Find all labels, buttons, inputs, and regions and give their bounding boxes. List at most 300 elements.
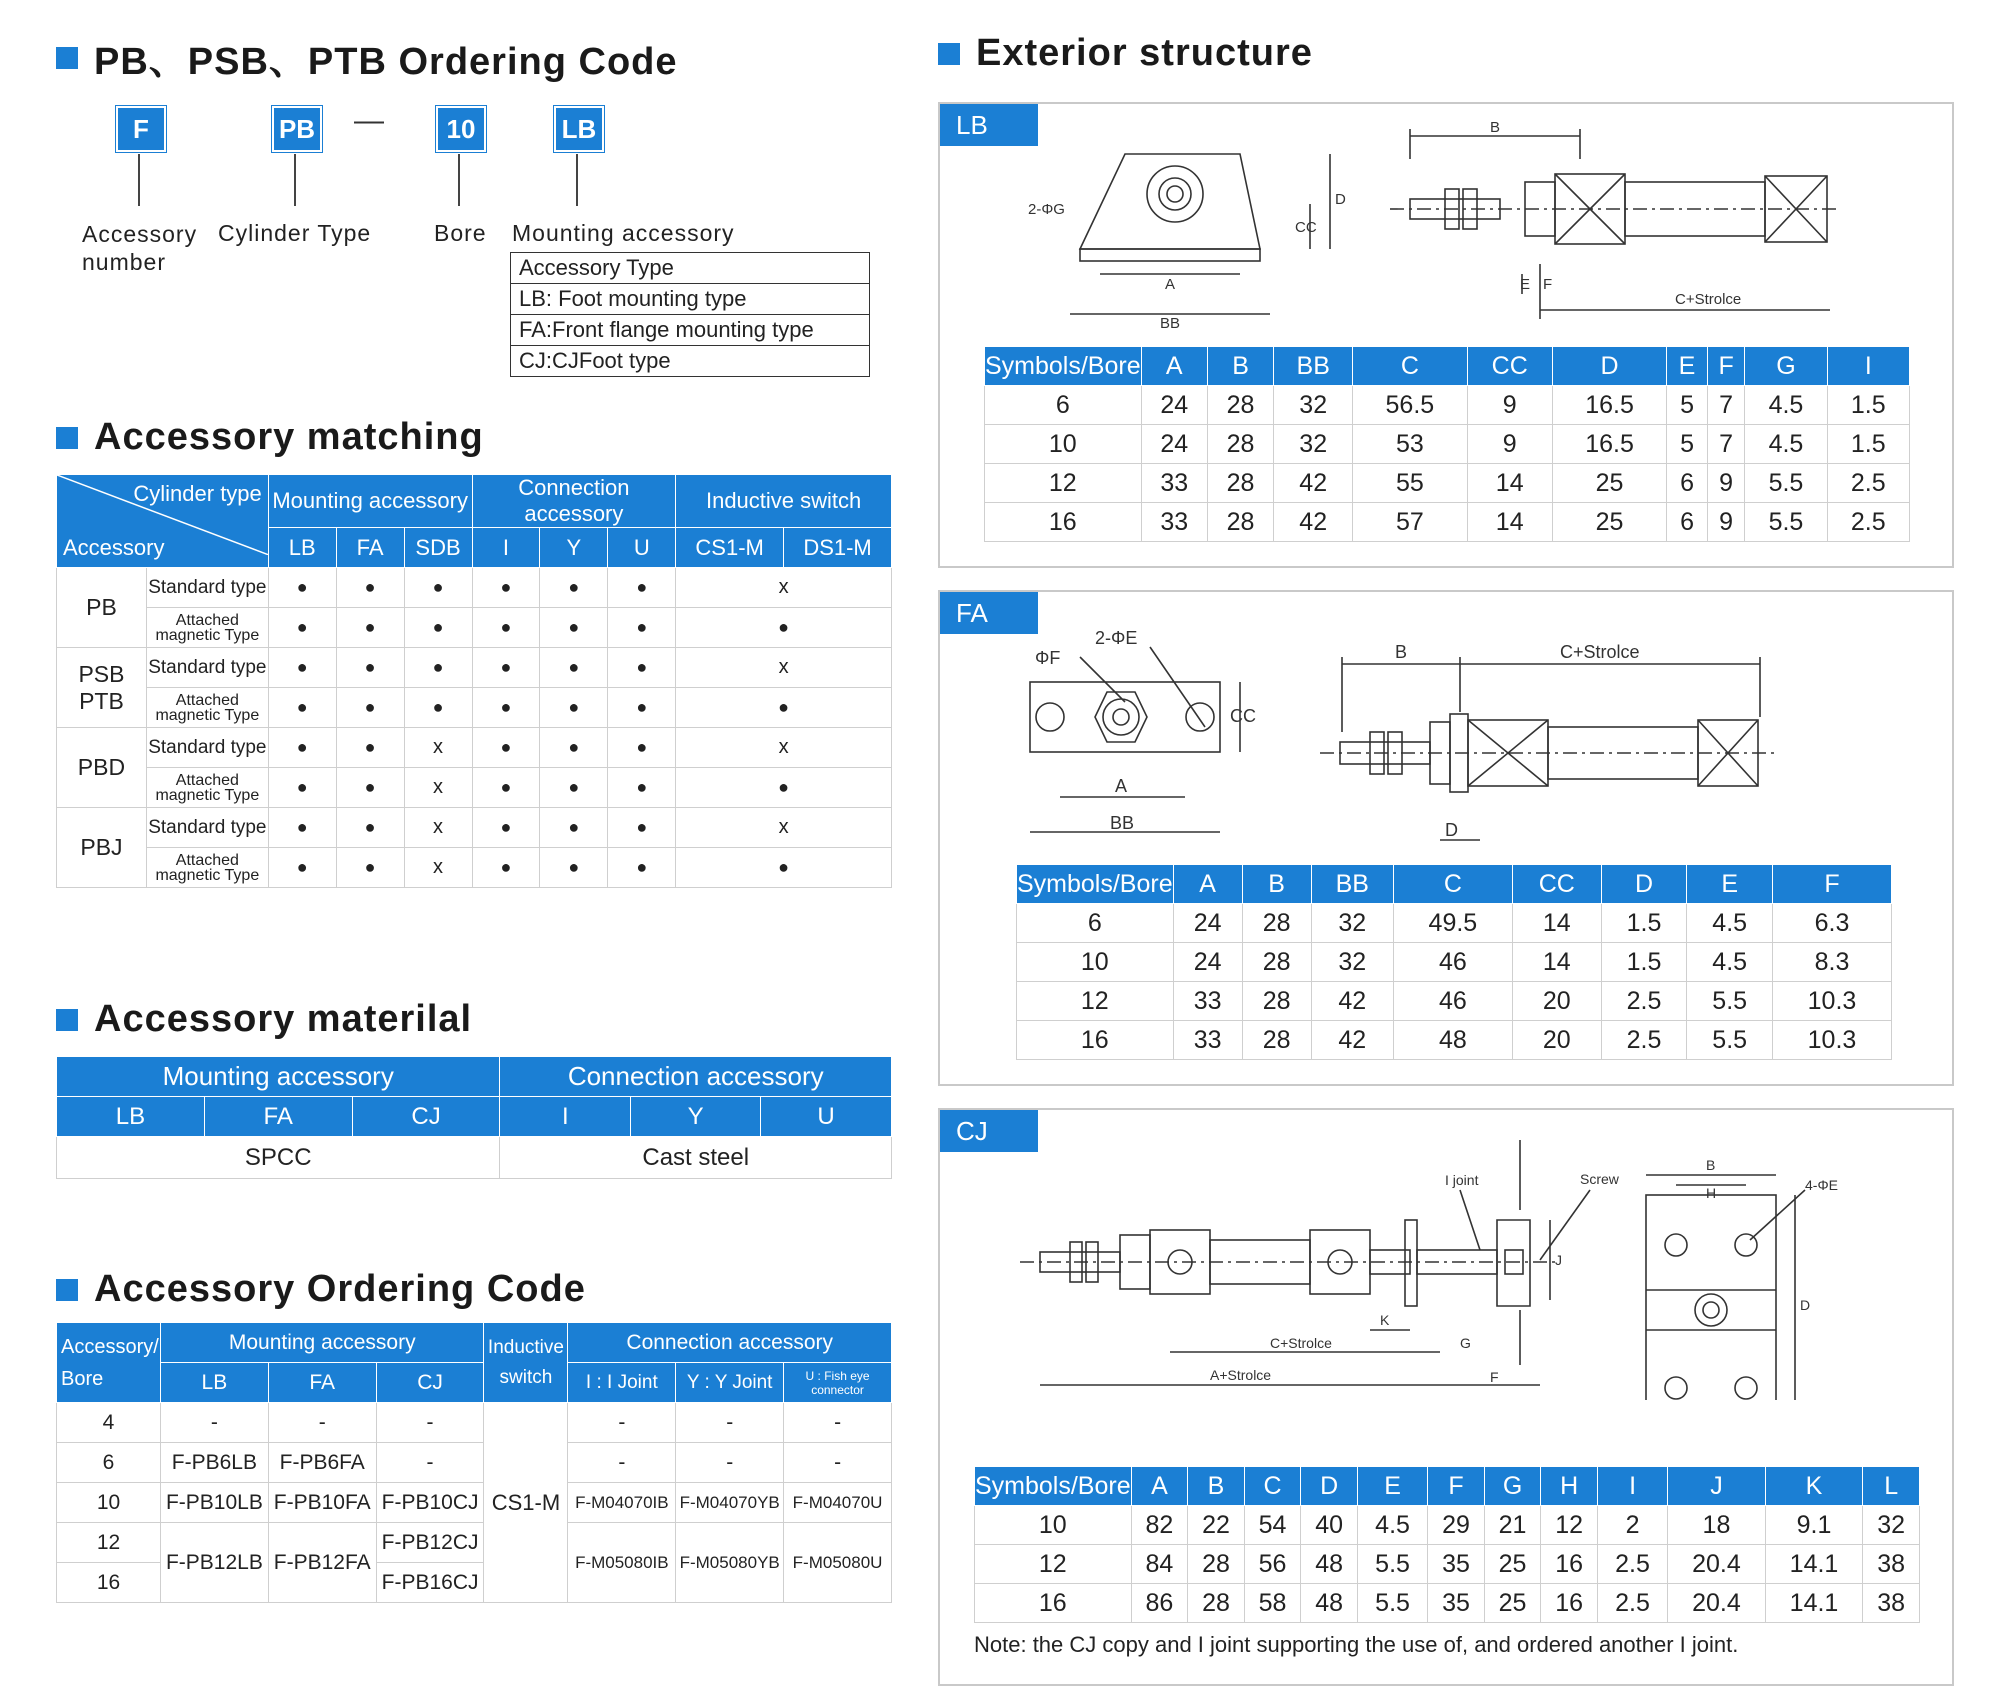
col-sdb: SDB (404, 528, 472, 568)
row-standard-type: Standard type (146, 648, 268, 688)
aoc-bore: 4 (57, 1403, 161, 1443)
row-cylinder-name: PSB PTB (57, 648, 147, 728)
code-dash: — (354, 104, 384, 137)
material-group-mounting: Mounting accessory (57, 1057, 500, 1097)
match-cell: ● (472, 688, 540, 728)
lb-cell: 9 (1707, 503, 1744, 542)
cj-cell: 9.1 (1765, 1506, 1863, 1545)
material-title (56, 998, 472, 1041)
aoc-bore: 12 (57, 1523, 161, 1563)
aoc-cell: - (676, 1443, 784, 1483)
aoc-cell: F-M05080YB (676, 1523, 784, 1603)
lb-cell: 9 (1467, 386, 1552, 425)
cj-cell: 48 (1301, 1584, 1358, 1623)
cj-label: J (1555, 1252, 1562, 1268)
cj-cell: 56 (1244, 1545, 1301, 1584)
cj-label: K (1380, 1312, 1390, 1328)
fa-tag: FA (940, 592, 1038, 634)
col-fa: FA (336, 528, 404, 568)
cj-header-cell: A (1131, 1467, 1188, 1506)
cj-cell: 18 (1668, 1506, 1766, 1545)
fa-panel (938, 590, 1954, 1086)
group-inductive: Inductive switch (676, 475, 892, 528)
col-u: U (608, 528, 676, 568)
fa-label: CC (1230, 706, 1256, 726)
lb-cell: 5 (1667, 386, 1708, 425)
fa-header-cell: E (1687, 865, 1773, 904)
material-spcc: SPCC (57, 1137, 500, 1179)
section-marker-icon (56, 1009, 78, 1031)
cj-header-cell: G (1484, 1467, 1541, 1506)
exterior-title-text: Exterior structure (976, 32, 1313, 74)
fa-cell: 16 (1017, 1021, 1174, 1060)
section-marker-icon (56, 47, 78, 69)
match-cell: x (404, 848, 472, 888)
cj-cell: 25 (1484, 1545, 1541, 1584)
fa-cell: 6.3 (1773, 904, 1892, 943)
match-cell: ● (404, 648, 472, 688)
cj-cell: 32 (1863, 1506, 1920, 1545)
label-mounting-accessory: Mounting accessory (512, 220, 735, 246)
fa-cell: 28 (1242, 982, 1311, 1021)
cj-cell: 16 (1541, 1545, 1598, 1584)
cj-cell: 48 (1301, 1545, 1358, 1584)
accessory-type-cell: CJ:CJFoot type (511, 346, 870, 377)
cj-cell: 10 (975, 1506, 1132, 1545)
fa-dimension-table (1016, 864, 1892, 1060)
fa-header-cell: D (1601, 865, 1687, 904)
cj-cell: 2.5 (1597, 1584, 1667, 1623)
cj-header-cell: B (1188, 1467, 1245, 1506)
cj-cell: 35 (1428, 1584, 1485, 1623)
lb-panel (938, 102, 1954, 568)
cj-label: C+Strolce (1270, 1335, 1332, 1351)
match-cell: ● (540, 728, 608, 768)
label-accessory-number: Accessory number (82, 221, 198, 275)
aoc-cell: - (784, 1403, 892, 1443)
lb-cell: 53 (1353, 425, 1467, 464)
lb-label: F (1543, 276, 1553, 293)
lb-cell: 16.5 (1552, 386, 1666, 425)
cj-cell: 14.1 (1765, 1584, 1863, 1623)
fa-header-cell: Symbols/Bore (1017, 865, 1174, 904)
fa-cell: 46 (1393, 982, 1512, 1021)
row-standard-type: Standard type (146, 808, 268, 848)
fa-cell: 2.5 (1601, 1021, 1687, 1060)
match-cell: ● (608, 768, 676, 808)
lb-dimension-table (984, 346, 1910, 542)
fa-drawing (940, 592, 1940, 852)
accessory-ordering-title-text: Accessory Ordering Code (94, 1268, 586, 1310)
match-cell: ● (472, 848, 540, 888)
cj-label: A+Strolce (1210, 1367, 1272, 1383)
match-cell: ● (608, 728, 676, 768)
cj-label: H (1706, 1185, 1717, 1201)
aoc-cell: - (376, 1443, 484, 1483)
cj-header-cell: H (1541, 1467, 1598, 1506)
match-cell: ● (540, 688, 608, 728)
aoc-cell: F-M05080IB (568, 1523, 676, 1603)
leader-line (458, 154, 460, 206)
lb-cell: 6 (1667, 464, 1708, 503)
aoc-corner: Accessory/ Bore (57, 1323, 161, 1403)
col-ds1m: DS1-M (784, 528, 892, 568)
code-box-mounting: LB (554, 106, 604, 152)
code-box-cylinder: PB (272, 106, 322, 152)
match-cell: ● (676, 848, 892, 888)
fa-cell: 28 (1242, 943, 1311, 982)
lb-cell: 6 (985, 386, 1142, 425)
match-cell: x (676, 648, 892, 688)
lb-header-cell: D (1552, 347, 1666, 386)
aoc-cell: F-PB10CJ (376, 1483, 484, 1523)
lb-cell: 56.5 (1353, 386, 1467, 425)
fa-cell: 5.5 (1687, 1021, 1773, 1060)
fa-label: D (1445, 820, 1458, 840)
match-cell: ● (608, 568, 676, 608)
cj-cell: 40 (1301, 1506, 1358, 1545)
lb-header-cell: CC (1467, 347, 1552, 386)
material-col-cj: CJ (352, 1097, 500, 1137)
lb-cell: 33 (1141, 503, 1207, 542)
cj-cell: 84 (1131, 1545, 1188, 1584)
lb-header-cell: F (1707, 347, 1744, 386)
lb-header-cell: A (1141, 347, 1207, 386)
cj-header-cell: J (1668, 1467, 1766, 1506)
aoc-col-yjoint: Y : Y Joint (676, 1363, 784, 1403)
cj-cell: 20.4 (1668, 1584, 1766, 1623)
lb-cell: 6 (1667, 503, 1708, 542)
lb-cell: 57 (1353, 503, 1467, 542)
lb-label: C+Strolce (1675, 291, 1742, 308)
fa-cell: 42 (1311, 982, 1393, 1021)
lb-cell: 1.5 (1827, 425, 1909, 464)
lb-label: E (1520, 276, 1531, 293)
lb-cell: 7 (1707, 386, 1744, 425)
cj-label: G (1460, 1335, 1471, 1351)
match-cell: ● (472, 608, 540, 648)
aoc-cell: F-PB6LB (160, 1443, 268, 1483)
lb-cell: 42 (1274, 503, 1353, 542)
cj-drawing-labels (1210, 1157, 1838, 1385)
lb-cell: 2.5 (1827, 464, 1909, 503)
lb-cell: 42 (1274, 464, 1353, 503)
lb-cell: 1.5 (1827, 386, 1909, 425)
cj-header-cell: D (1301, 1467, 1358, 1506)
cj-header-cell: K (1765, 1467, 1863, 1506)
cj-cell: 5.5 (1357, 1584, 1427, 1623)
leader-line (294, 154, 296, 206)
match-cell: x (676, 568, 892, 608)
fa-cell: 1.5 (1601, 943, 1687, 982)
fa-cell: 10.3 (1773, 982, 1892, 1021)
match-cell: ● (676, 608, 892, 648)
row-cylinder-name: PB (57, 568, 147, 648)
aoc-cell: - (160, 1403, 268, 1443)
match-cell: ● (268, 568, 336, 608)
cj-label: B (1706, 1157, 1716, 1173)
lb-cell: 4.5 (1745, 386, 1827, 425)
accessory-type-cell: FA:Front flange mounting type (511, 315, 870, 346)
aoc-cell: F-M04070YB (676, 1483, 784, 1523)
accessory-type-cell: LB: Foot mounting type (511, 284, 870, 315)
leader-line (138, 154, 140, 206)
lb-cell: 14 (1467, 464, 1552, 503)
corner-top-label: Cylinder type (133, 481, 262, 506)
material-table (56, 1056, 892, 1179)
material-group-connection: Connection accessory (500, 1057, 892, 1097)
lb-header-cell: E (1667, 347, 1708, 386)
lb-header-cell: I (1827, 347, 1909, 386)
aoc-cell: - (568, 1403, 676, 1443)
aoc-bore: 6 (57, 1443, 161, 1483)
cj-cell: 14.1 (1765, 1545, 1863, 1584)
aoc-cell: F-PB10LB (160, 1483, 268, 1523)
match-cell: ● (404, 568, 472, 608)
fa-label: ΦF (1035, 648, 1061, 668)
fa-cell: 24 (1173, 904, 1242, 943)
lb-tag: LB (940, 104, 1038, 146)
lb-header-cell: Symbols/Bore (985, 347, 1142, 386)
fa-cell: 28 (1242, 904, 1311, 943)
matching-table (56, 474, 892, 888)
row-standard-type: Standard type (146, 728, 268, 768)
lb-cell: 28 (1207, 503, 1273, 542)
material-col-u: U (761, 1097, 892, 1137)
cj-header-cell: C (1244, 1467, 1301, 1506)
col-i: I (472, 528, 540, 568)
aoc-cell: - (568, 1443, 676, 1483)
match-cell: ● (472, 728, 540, 768)
cj-cell: 2.5 (1597, 1545, 1667, 1584)
cj-cell: 28 (1188, 1584, 1245, 1623)
cj-cell: 16 (1541, 1584, 1598, 1623)
lb-cell: 2.5 (1827, 503, 1909, 542)
fa-cell: 42 (1311, 1021, 1393, 1060)
match-cell: x (404, 768, 472, 808)
lb-label: BB (1160, 315, 1181, 332)
fa-cell: 5.5 (1687, 982, 1773, 1021)
match-cell: ● (540, 848, 608, 888)
cj-label: 4-ΦE (1805, 1177, 1838, 1193)
cj-header-cell: L (1863, 1467, 1920, 1506)
col-lb: LB (268, 528, 336, 568)
match-cell: ● (540, 568, 608, 608)
match-cell: ● (336, 688, 404, 728)
match-cell: ● (268, 808, 336, 848)
match-cell: x (676, 808, 892, 848)
match-cell: ● (608, 808, 676, 848)
row-magnetic-type: Attached magnetic Type (146, 608, 268, 648)
row-cylinder-name: PBD (57, 728, 147, 808)
match-cell: ● (472, 568, 540, 608)
cj-cell: 86 (1131, 1584, 1188, 1623)
cj-cell: 28 (1188, 1545, 1245, 1584)
lb-cell: 28 (1207, 464, 1273, 503)
accessory-type-table (510, 252, 870, 377)
lb-cell: 4.5 (1745, 425, 1827, 464)
label-cylinder-type: Cylinder Type (218, 220, 372, 246)
accessory-ordering-title (56, 1268, 586, 1311)
lb-cell: 25 (1552, 503, 1666, 542)
cj-cell: 2 (1597, 1506, 1667, 1545)
lb-cell: 28 (1207, 425, 1273, 464)
lb-cell: 32 (1274, 425, 1353, 464)
section-marker-icon (938, 43, 960, 65)
lb-cell: 5.5 (1745, 503, 1827, 542)
lb-cell: 24 (1141, 425, 1207, 464)
fa-cell: 12 (1017, 982, 1174, 1021)
fa-cell: 4.5 (1687, 904, 1773, 943)
fa-cell: 46 (1393, 943, 1512, 982)
aoc-col-ijoint: I : I Joint (568, 1363, 676, 1403)
cj-cell: 38 (1863, 1584, 1920, 1623)
match-cell: ● (336, 808, 404, 848)
cj-label: F (1490, 1369, 1499, 1385)
lb-cell: 25 (1552, 464, 1666, 503)
aoc-cell: F-PB12CJ (376, 1523, 484, 1563)
ordering-code-title (56, 30, 678, 85)
lb-label: 2-ΦG (1028, 201, 1065, 218)
cj-cell: 35 (1428, 1545, 1485, 1584)
material-cast-steel: Cast steel (500, 1137, 892, 1179)
cj-dimension-table (974, 1466, 1920, 1623)
matching-corner (57, 475, 269, 568)
cj-label: I joint (1445, 1172, 1479, 1188)
section-marker-icon (56, 427, 78, 449)
fa-cell: 32 (1311, 943, 1393, 982)
fa-cell: 48 (1393, 1021, 1512, 1060)
match-cell: ● (540, 608, 608, 648)
aoc-cell: - (376, 1403, 484, 1443)
lb-cell: 9 (1707, 464, 1744, 503)
match-cell: ● (404, 608, 472, 648)
col-y: Y (540, 528, 608, 568)
match-cell: ● (336, 848, 404, 888)
cj-cell: 16 (975, 1584, 1132, 1623)
match-cell: ● (608, 648, 676, 688)
cj-header-cell: F (1428, 1467, 1485, 1506)
aoc-cell: F-PB12LB (160, 1523, 268, 1603)
aoc-switch: CS1-M (484, 1403, 568, 1603)
aoc-col-fa: FA (268, 1363, 376, 1403)
material-title-text: Accessory materilal (94, 998, 473, 1040)
accessory-type-cell: Accessory Type (511, 253, 870, 284)
fa-cell: 20 (1512, 1021, 1601, 1060)
fa-cell: 1.5 (1601, 904, 1687, 943)
lb-cell: 9 (1467, 425, 1552, 464)
fa-cell: 4.5 (1687, 943, 1773, 982)
match-cell: ● (608, 688, 676, 728)
aoc-cell: F-PB16CJ (376, 1563, 484, 1603)
aoc-cell: F-M04070U (784, 1483, 892, 1523)
lb-header-cell: C (1353, 347, 1467, 386)
match-cell: ● (472, 648, 540, 688)
cj-cell: 12 (1541, 1506, 1598, 1545)
lb-label: CC (1295, 219, 1317, 236)
fa-label: 2-ΦE (1095, 628, 1138, 648)
cj-header-cell: Symbols/Bore (975, 1467, 1132, 1506)
fa-header-cell: F (1773, 865, 1892, 904)
fa-header-cell: BB (1311, 865, 1393, 904)
cj-header-cell: I (1597, 1467, 1667, 1506)
fa-cell: 8.3 (1773, 943, 1892, 982)
aoc-cell: F-M04070IB (568, 1483, 676, 1523)
lb-cell: 5 (1667, 425, 1708, 464)
material-col-lb: LB (57, 1097, 205, 1137)
fa-cell: 2.5 (1601, 982, 1687, 1021)
match-cell: ● (268, 728, 336, 768)
cj-cell: 20.4 (1668, 1545, 1766, 1584)
match-cell: ● (336, 608, 404, 648)
lb-cell: 12 (985, 464, 1142, 503)
fa-label: B (1395, 642, 1408, 662)
match-cell: ● (676, 688, 892, 728)
matching-title-text: Accessory matching (94, 416, 484, 458)
lb-cell: 7 (1707, 425, 1744, 464)
lb-cell: 10 (985, 425, 1142, 464)
accessory-ordering-table (56, 1322, 892, 1603)
fa-cell: 33 (1173, 982, 1242, 1021)
row-standard-type: Standard type (146, 568, 268, 608)
match-cell: x (404, 808, 472, 848)
match-cell: ● (540, 648, 608, 688)
match-cell: ● (472, 768, 540, 808)
match-cell: ● (404, 688, 472, 728)
match-cell: ● (268, 608, 336, 648)
cj-cell: 22 (1188, 1506, 1245, 1545)
lb-cell: 33 (1141, 464, 1207, 503)
row-cylinder-name: PBJ (57, 808, 147, 888)
match-cell: x (676, 728, 892, 768)
lb-cell: 16.5 (1552, 425, 1666, 464)
cj-cell: 38 (1863, 1545, 1920, 1584)
lb-label: D (1335, 191, 1346, 208)
aoc-cell: - (268, 1403, 376, 1443)
match-cell: ● (336, 768, 404, 808)
aoc-col-ujoint: U : Fish eye connector (784, 1363, 892, 1403)
ordering-code-title-text: PB、PSB、PTB Ordering Code (94, 41, 678, 83)
match-cell: ● (336, 648, 404, 688)
section-marker-icon (56, 1279, 78, 1301)
lb-cell: 5.5 (1745, 464, 1827, 503)
row-magnetic-type: Attached magnetic Type (146, 768, 268, 808)
match-cell: x (404, 728, 472, 768)
cj-drawing (940, 1110, 1940, 1400)
fa-cell: 14 (1512, 943, 1601, 982)
cj-cell: 4.5 (1357, 1506, 1427, 1545)
lb-header-cell: BB (1274, 347, 1353, 386)
lb-cell: 16 (985, 503, 1142, 542)
aoc-cell: F-PB10FA (268, 1483, 376, 1523)
matching-body (57, 568, 892, 888)
aoc-cell: F-PB12FA (268, 1523, 376, 1603)
match-cell: ● (608, 848, 676, 888)
aoc-cell: F-PB6FA (268, 1443, 376, 1483)
cj-note: Note: the CJ copy and I joint supporting the use of, and ordered another I joint. (974, 1632, 1739, 1657)
cj-cell: 82 (1131, 1506, 1188, 1545)
match-cell: ● (336, 568, 404, 608)
aoc-bore: 10 (57, 1483, 161, 1523)
row-magnetic-type: Attached magnetic Type (146, 848, 268, 888)
fa-cell: 6 (1017, 904, 1174, 943)
cj-cell: 25 (1484, 1584, 1541, 1623)
match-cell: ● (472, 808, 540, 848)
match-cell: ● (540, 808, 608, 848)
lb-header-cell: G (1745, 347, 1827, 386)
cj-label: D (1800, 1297, 1811, 1313)
lb-cell: 55 (1353, 464, 1467, 503)
